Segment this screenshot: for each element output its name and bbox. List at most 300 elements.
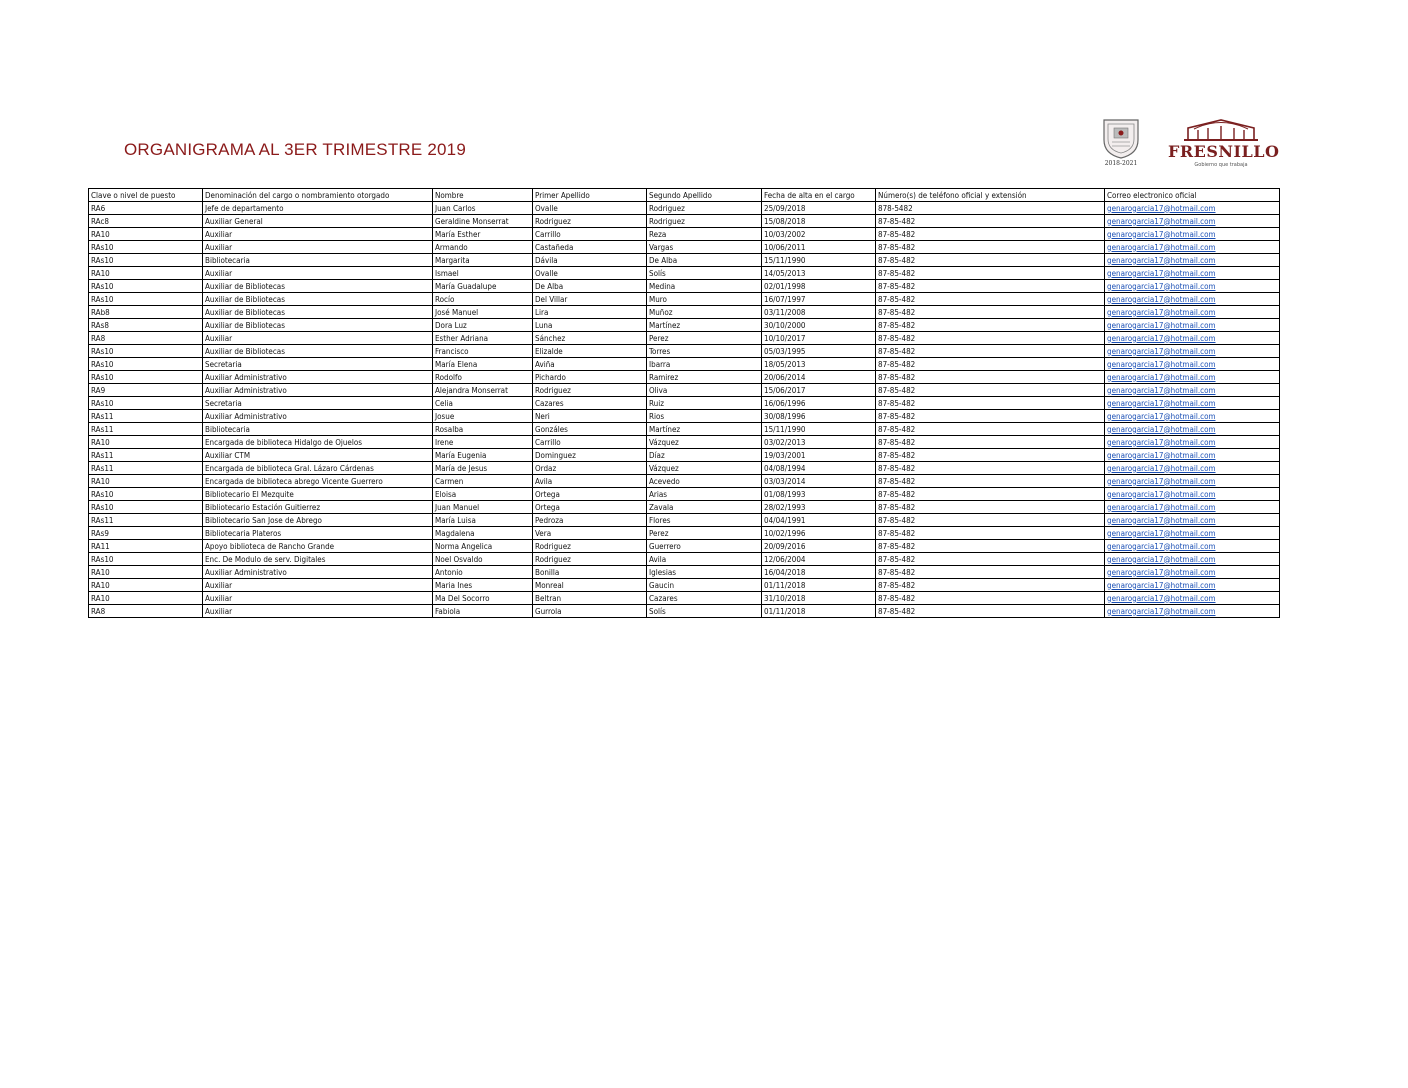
cell-fecha-alta: 15/06/2017: [762, 384, 876, 397]
cell-telefono: 87-85-482: [876, 449, 1105, 462]
cell-clave: RAs10: [89, 280, 203, 293]
email-link[interactable]: genarogarcia17@hotmail.com: [1107, 372, 1216, 382]
cell-telefono: 87-85-482: [876, 241, 1105, 254]
cell-cargo: Auxiliar: [203, 605, 433, 618]
cell-nombre: María de Jesus: [433, 462, 533, 475]
cell-telefono: 87-85-482: [876, 384, 1105, 397]
table-row: [89, 501, 1280, 514]
cell-correo: [1105, 397, 1280, 410]
cell-telefono: 87-85-482: [876, 540, 1105, 553]
cell-cargo: Apoyo biblioteca de Rancho Grande: [203, 540, 433, 553]
cell-cargo: Encargada de biblioteca Gral. Lázaro Cárdenas: [203, 462, 433, 475]
cell-clave: RAs10: [89, 501, 203, 514]
column-header: Denominación del cargo o nombramiento otorgado: [203, 189, 433, 202]
cell-primer-apellido: Bonilla: [533, 566, 647, 579]
cell-nombre: Juan Carlos: [433, 202, 533, 215]
table-body: [89, 202, 1280, 618]
cell-segundo-apellido: Acevedo: [647, 475, 762, 488]
table-row: [89, 306, 1280, 319]
cell-segundo-apellido: Vargas: [647, 241, 762, 254]
cell-correo: [1105, 410, 1280, 423]
cell-nombre: Carmen: [433, 475, 533, 488]
cell-fecha-alta: 30/08/1996: [762, 410, 876, 423]
cell-fecha-alta: 03/03/2014: [762, 475, 876, 488]
column-header: Número(s) de teléfono oficial y extensión: [876, 189, 1105, 202]
cell-correo: [1105, 215, 1280, 228]
cell-telefono: 87-85-482: [876, 423, 1105, 436]
cell-fecha-alta: 16/06/1996: [762, 397, 876, 410]
email-link[interactable]: genarogarcia17@hotmail.com: [1107, 476, 1216, 486]
cell-cargo: Auxiliar Administrativo: [203, 410, 433, 423]
cell-nombre: Francisco: [433, 345, 533, 358]
cell-cargo: Auxiliar: [203, 592, 433, 605]
cell-cargo: Auxiliar de Bibliotecas: [203, 345, 433, 358]
table-header-row: [89, 189, 1280, 202]
cell-primer-apellido: Sánchez: [533, 332, 647, 345]
cell-segundo-apellido: Rodriguez: [647, 202, 762, 215]
cell-telefono: 87-85-482: [876, 501, 1105, 514]
cell-segundo-apellido: Reza: [647, 228, 762, 241]
cell-nombre: Magdalena: [433, 527, 533, 540]
table-row: [89, 553, 1280, 566]
table-row: [89, 436, 1280, 449]
cell-nombre: Eloisa: [433, 488, 533, 501]
cell-clave: RAc8: [89, 215, 203, 228]
cell-nombre: Dora Luz: [433, 319, 533, 332]
cell-correo: [1105, 345, 1280, 358]
cell-cargo: Auxiliar de Bibliotecas: [203, 293, 433, 306]
table-row: [89, 254, 1280, 267]
column-header: Correo electronico oficial: [1105, 189, 1280, 202]
cell-correo: [1105, 306, 1280, 319]
table-row: [89, 579, 1280, 592]
cell-telefono: 87-85-482: [876, 254, 1105, 267]
cell-cargo: Bibliotecaria Plateros: [203, 527, 433, 540]
cell-primer-apellido: Beltran: [533, 592, 647, 605]
cell-cargo: Auxiliar de Bibliotecas: [203, 280, 433, 293]
cell-correo: [1105, 423, 1280, 436]
cell-clave: RAs10: [89, 553, 203, 566]
cell-telefono: 87-85-482: [876, 306, 1105, 319]
cell-nombre: María Guadalupe: [433, 280, 533, 293]
cell-primer-apellido: Ovalle: [533, 202, 647, 215]
cell-fecha-alta: 04/08/1994: [762, 462, 876, 475]
cell-correo: [1105, 228, 1280, 241]
cell-clave: RA10: [89, 228, 203, 241]
cell-cargo: Jefe de departamento: [203, 202, 433, 215]
table-row: [89, 332, 1280, 345]
cell-correo: [1105, 501, 1280, 514]
cell-segundo-apellido: Díaz: [647, 449, 762, 462]
cell-clave: RAs9: [89, 527, 203, 540]
cell-clave: RAs10: [89, 254, 203, 267]
email-link[interactable]: genarogarcia17@hotmail.com: [1107, 437, 1216, 447]
cell-cargo: Auxiliar CTM: [203, 449, 433, 462]
cell-segundo-apellido: Arias: [647, 488, 762, 501]
cell-segundo-apellido: Ruiz: [647, 397, 762, 410]
email-link[interactable]: genarogarcia17@hotmail.com: [1107, 216, 1216, 226]
cell-nombre: Irene: [433, 436, 533, 449]
cell-nombre: Rodolfo: [433, 371, 533, 384]
cell-cargo: Bibliotecaria: [203, 423, 433, 436]
cell-correo: [1105, 436, 1280, 449]
email-link[interactable]: genarogarcia17@hotmail.com: [1107, 385, 1216, 395]
cell-fecha-alta: 10/10/2017: [762, 332, 876, 345]
cell-correo: [1105, 475, 1280, 488]
cell-cargo: Auxiliar Administrativo: [203, 384, 433, 397]
cell-clave: RA10: [89, 592, 203, 605]
table-row: [89, 488, 1280, 501]
cell-primer-apellido: Avila: [533, 475, 647, 488]
table-row: [89, 358, 1280, 371]
cell-clave: RA10: [89, 566, 203, 579]
cell-segundo-apellido: Solís: [647, 267, 762, 280]
cell-telefono: 87-85-482: [876, 527, 1105, 540]
cell-primer-apellido: Ordaz: [533, 462, 647, 475]
cell-primer-apellido: Carrillo: [533, 228, 647, 241]
cell-fecha-alta: 03/02/2013: [762, 436, 876, 449]
email-link[interactable]: genarogarcia17@hotmail.com: [1107, 359, 1216, 369]
email-link[interactable]: genarogarcia17@hotmail.com: [1107, 567, 1216, 577]
cell-cargo: Bibliotecario San Jose de Abrego: [203, 514, 433, 527]
table-row: [89, 540, 1280, 553]
cell-nombre: María Elena: [433, 358, 533, 371]
cell-clave: RAb8: [89, 306, 203, 319]
cell-nombre: María Esther: [433, 228, 533, 241]
table-row: [89, 371, 1280, 384]
cell-nombre: María Luisa: [433, 514, 533, 527]
cell-primer-apellido: Rodriguez: [533, 540, 647, 553]
cell-clave: RAs11: [89, 462, 203, 475]
cell-segundo-apellido: De Alba: [647, 254, 762, 267]
cell-segundo-apellido: Iglesias: [647, 566, 762, 579]
cell-correo: [1105, 358, 1280, 371]
cell-nombre: Geraldine Monserrat: [433, 215, 533, 228]
cell-fecha-alta: 16/04/2018: [762, 566, 876, 579]
cell-correo: [1105, 592, 1280, 605]
cell-nombre: Maria Ines: [433, 579, 533, 592]
cell-telefono: 87-85-482: [876, 280, 1105, 293]
cell-cargo: Auxiliar Administrativo: [203, 371, 433, 384]
cell-nombre: Ismael: [433, 267, 533, 280]
cell-correo: [1105, 566, 1280, 579]
cell-fecha-alta: 19/03/2001: [762, 449, 876, 462]
cell-segundo-apellido: Perez: [647, 332, 762, 345]
cell-segundo-apellido: Gaucin: [647, 579, 762, 592]
cell-fecha-alta: 20/09/2016: [762, 540, 876, 553]
cell-primer-apellido: Gurrola: [533, 605, 647, 618]
table-row: [89, 566, 1280, 579]
cell-telefono: 87-85-482: [876, 410, 1105, 423]
fresnillo-logo: [1168, 118, 1280, 172]
cell-primer-apellido: Pedroza: [533, 514, 647, 527]
cell-telefono: 87-85-482: [876, 436, 1105, 449]
cell-clave: RAs11: [89, 514, 203, 527]
cell-clave: RAs11: [89, 423, 203, 436]
cell-nombre: José Manuel: [433, 306, 533, 319]
logo-slogan: Gobierno que trabaja: [1194, 162, 1248, 168]
cell-telefono: 87-85-482: [876, 605, 1105, 618]
cell-telefono: 878-5482: [876, 202, 1105, 215]
email-link[interactable]: genarogarcia17@hotmail.com: [1107, 606, 1216, 616]
cell-nombre: Celia: [433, 397, 533, 410]
cell-cargo: Encargada de biblioteca abrego Vicente Guerrero: [203, 475, 433, 488]
email-link[interactable]: genarogarcia17@hotmail.com: [1107, 580, 1216, 590]
cell-clave: RAs10: [89, 371, 203, 384]
cell-nombre: Josue: [433, 410, 533, 423]
column-header: Segundo Apellido: [647, 189, 762, 202]
cell-fecha-alta: 31/10/2018: [762, 592, 876, 605]
cell-telefono: 87-85-482: [876, 358, 1105, 371]
fresnillo-building-icon: [1168, 118, 1274, 142]
cell-fecha-alta: 12/06/2004: [762, 553, 876, 566]
cell-primer-apellido: Lira: [533, 306, 647, 319]
email-link[interactable]: genarogarcia17@hotmail.com: [1107, 450, 1216, 460]
table-row: [89, 384, 1280, 397]
email-link[interactable]: genarogarcia17@hotmail.com: [1107, 281, 1216, 291]
email-link[interactable]: genarogarcia17@hotmail.com: [1107, 255, 1216, 265]
cell-telefono: 87-85-482: [876, 397, 1105, 410]
cell-correo: [1105, 605, 1280, 618]
email-link[interactable]: genarogarcia17@hotmail.com: [1107, 411, 1216, 421]
column-header: Clave o nivel de puesto: [89, 189, 203, 202]
cell-cargo: Auxiliar de Bibliotecas: [203, 306, 433, 319]
cell-nombre: Rocío: [433, 293, 533, 306]
email-link[interactable]: genarogarcia17@hotmail.com: [1107, 229, 1216, 239]
cell-primer-apellido: Elizalde: [533, 345, 647, 358]
cell-correo: [1105, 540, 1280, 553]
cell-segundo-apellido: Ibarra: [647, 358, 762, 371]
cell-correo: [1105, 449, 1280, 462]
cell-correo: [1105, 319, 1280, 332]
cell-primer-apellido: Dávila: [533, 254, 647, 267]
table-row: [89, 319, 1280, 332]
cell-primer-apellido: Rodriguez: [533, 384, 647, 397]
cell-fecha-alta: 03/11/2008: [762, 306, 876, 319]
organigram-table: [88, 188, 1280, 618]
cell-cargo: Auxiliar: [203, 332, 433, 345]
cell-fecha-alta: 25/09/2018: [762, 202, 876, 215]
cell-clave: RAs10: [89, 293, 203, 306]
cell-segundo-apellido: Oliva: [647, 384, 762, 397]
cell-segundo-apellido: Vázquez: [647, 462, 762, 475]
cell-primer-apellido: Dominguez: [533, 449, 647, 462]
cell-nombre: Noel Osvaldo: [433, 553, 533, 566]
cell-fecha-alta: 10/03/2002: [762, 228, 876, 241]
table-row: [89, 202, 1280, 215]
cell-clave: RA6: [89, 202, 203, 215]
cell-correo: [1105, 514, 1280, 527]
cell-telefono: 87-85-482: [876, 345, 1105, 358]
cell-correo: [1105, 488, 1280, 501]
cell-fecha-alta: 04/04/1991: [762, 514, 876, 527]
cell-primer-apellido: Rodriguez: [533, 553, 647, 566]
cell-primer-apellido: Pichardo: [533, 371, 647, 384]
cell-primer-apellido: Neri: [533, 410, 647, 423]
cell-telefono: 87-85-482: [876, 371, 1105, 384]
email-link[interactable]: genarogarcia17@hotmail.com: [1107, 489, 1216, 499]
email-link[interactable]: genarogarcia17@hotmail.com: [1107, 593, 1216, 603]
cell-cargo: Auxiliar: [203, 228, 433, 241]
cell-primer-apellido: Castañeda: [533, 241, 647, 254]
cell-clave: RAs8: [89, 319, 203, 332]
cell-correo: [1105, 293, 1280, 306]
municipal-seal-icon: [1100, 116, 1142, 172]
cell-segundo-apellido: Avila: [647, 553, 762, 566]
cell-segundo-apellido: Ramirez: [647, 371, 762, 384]
table-row: [89, 228, 1280, 241]
cell-primer-apellido: De Alba: [533, 280, 647, 293]
table-row: [89, 605, 1280, 618]
cell-correo: [1105, 553, 1280, 566]
email-link[interactable]: genarogarcia17@hotmail.com: [1107, 307, 1216, 317]
cell-telefono: 87-85-482: [876, 267, 1105, 280]
cell-primer-apellido: Ortega: [533, 488, 647, 501]
cell-segundo-apellido: Rios: [647, 410, 762, 423]
cell-primer-apellido: Gonzáles: [533, 423, 647, 436]
cell-correo: [1105, 384, 1280, 397]
cell-clave: RAs10: [89, 488, 203, 501]
cell-fecha-alta: 14/05/2013: [762, 267, 876, 280]
cell-cargo: Encargada de biblioteca Hidalgo de Ojuelos: [203, 436, 433, 449]
cell-segundo-apellido: Muro: [647, 293, 762, 306]
cell-cargo: Auxiliar: [203, 579, 433, 592]
table-row: [89, 462, 1280, 475]
cell-fecha-alta: 15/08/2018: [762, 215, 876, 228]
email-link[interactable]: genarogarcia17@hotmail.com: [1107, 294, 1216, 304]
cell-clave: RAs11: [89, 410, 203, 423]
cell-correo: [1105, 254, 1280, 267]
cell-fecha-alta: 01/11/2018: [762, 579, 876, 592]
cell-primer-apellido: Cazares: [533, 397, 647, 410]
cell-nombre: Armando: [433, 241, 533, 254]
cell-clave: RA11: [89, 540, 203, 553]
cell-fecha-alta: 02/01/1998: [762, 280, 876, 293]
cell-primer-apellido: Monreal: [533, 579, 647, 592]
cell-segundo-apellido: Guerrero: [647, 540, 762, 553]
cell-primer-apellido: Ortega: [533, 501, 647, 514]
email-link[interactable]: genarogarcia17@hotmail.com: [1107, 541, 1216, 551]
cell-clave: RAs10: [89, 397, 203, 410]
email-link[interactable]: genarogarcia17@hotmail.com: [1107, 554, 1216, 564]
cell-cargo: Bibliotecario Estación Guitierrez: [203, 501, 433, 514]
cell-cargo: Auxiliar de Bibliotecas: [203, 319, 433, 332]
cell-clave: RA10: [89, 475, 203, 488]
cell-primer-apellido: Ovalle: [533, 267, 647, 280]
cell-segundo-apellido: Zavala: [647, 501, 762, 514]
cell-fecha-alta: 15/11/1990: [762, 423, 876, 436]
logo-wordmark: FRESNILLO: [1168, 142, 1280, 161]
column-header: Nombre: [433, 189, 533, 202]
cell-cargo: Enc. De Modulo de serv. Digitales: [203, 553, 433, 566]
cell-telefono: 87-85-482: [876, 514, 1105, 527]
cell-fecha-alta: 16/07/1997: [762, 293, 876, 306]
cell-segundo-apellido: Martínez: [647, 319, 762, 332]
cell-cargo: Secretaria: [203, 397, 433, 410]
cell-telefono: 87-85-482: [876, 228, 1105, 241]
cell-clave: RA9: [89, 384, 203, 397]
cell-fecha-alta: 01/11/2018: [762, 605, 876, 618]
cell-fecha-alta: 15/11/1990: [762, 254, 876, 267]
cell-clave: RAs10: [89, 345, 203, 358]
cell-clave: RAs10: [89, 358, 203, 371]
cell-clave: RA10: [89, 579, 203, 592]
table-row: [89, 592, 1280, 605]
cell-segundo-apellido: Flores: [647, 514, 762, 527]
cell-telefono: 87-85-482: [876, 566, 1105, 579]
cell-segundo-apellido: Cazares: [647, 592, 762, 605]
cell-nombre: Alejandra Monserrat: [433, 384, 533, 397]
cell-nombre: Antonio: [433, 566, 533, 579]
cell-fecha-alta: 10/06/2011: [762, 241, 876, 254]
cell-correo: [1105, 579, 1280, 592]
cell-clave: RA8: [89, 605, 203, 618]
cell-correo: [1105, 462, 1280, 475]
cell-correo: [1105, 332, 1280, 345]
cell-correo: [1105, 202, 1280, 215]
cell-clave: RAs10: [89, 241, 203, 254]
cell-correo: [1105, 241, 1280, 254]
cell-primer-apellido: Del Villar: [533, 293, 647, 306]
cell-cargo: Bibliotecario El Mezquite: [203, 488, 433, 501]
table-row: [89, 514, 1280, 527]
email-link[interactable]: genarogarcia17@hotmail.com: [1107, 502, 1216, 512]
cell-fecha-alta: 05/03/1995: [762, 345, 876, 358]
table-row: [89, 475, 1280, 488]
email-link[interactable]: genarogarcia17@hotmail.com: [1107, 528, 1216, 538]
table-row: [89, 423, 1280, 436]
column-header: Primer Apellido: [533, 189, 647, 202]
cell-telefono: 87-85-482: [876, 319, 1105, 332]
cell-cargo: Auxiliar: [203, 241, 433, 254]
table-row: [89, 215, 1280, 228]
table-row: [89, 293, 1280, 306]
table-row: [89, 241, 1280, 254]
email-link[interactable]: genarogarcia17@hotmail.com: [1107, 463, 1216, 473]
email-link[interactable]: genarogarcia17@hotmail.com: [1107, 203, 1216, 213]
cell-correo: [1105, 267, 1280, 280]
cell-telefono: 87-85-482: [876, 462, 1105, 475]
cell-telefono: 87-85-482: [876, 488, 1105, 501]
cell-correo: [1105, 280, 1280, 293]
cell-segundo-apellido: Muñoz: [647, 306, 762, 319]
table-row: [89, 267, 1280, 280]
email-link[interactable]: genarogarcia17@hotmail.com: [1107, 320, 1216, 330]
email-link[interactable]: genarogarcia17@hotmail.com: [1107, 346, 1216, 356]
cell-telefono: 87-85-482: [876, 579, 1105, 592]
cell-primer-apellido: Aviña: [533, 358, 647, 371]
cell-nombre: Esther Adriana: [433, 332, 533, 345]
email-link[interactable]: genarogarcia17@hotmail.com: [1107, 268, 1216, 278]
cell-telefono: 87-85-482: [876, 215, 1105, 228]
cell-nombre: Fabiola: [433, 605, 533, 618]
table-row: [89, 410, 1280, 423]
table-row: [89, 345, 1280, 358]
email-link[interactable]: genarogarcia17@hotmail.com: [1107, 424, 1216, 434]
email-link[interactable]: genarogarcia17@hotmail.com: [1107, 515, 1216, 525]
cell-fecha-alta: 10/02/1996: [762, 527, 876, 540]
table-row: [89, 527, 1280, 540]
email-link[interactable]: genarogarcia17@hotmail.com: [1107, 242, 1216, 252]
cell-nombre: Norma Angelica: [433, 540, 533, 553]
cell-segundo-apellido: Medina: [647, 280, 762, 293]
cell-primer-apellido: Luna: [533, 319, 647, 332]
email-link[interactable]: genarogarcia17@hotmail.com: [1107, 398, 1216, 408]
cell-clave: RA8: [89, 332, 203, 345]
email-link[interactable]: genarogarcia17@hotmail.com: [1107, 333, 1216, 343]
cell-cargo: Secretaria: [203, 358, 433, 371]
table-row: [89, 280, 1280, 293]
